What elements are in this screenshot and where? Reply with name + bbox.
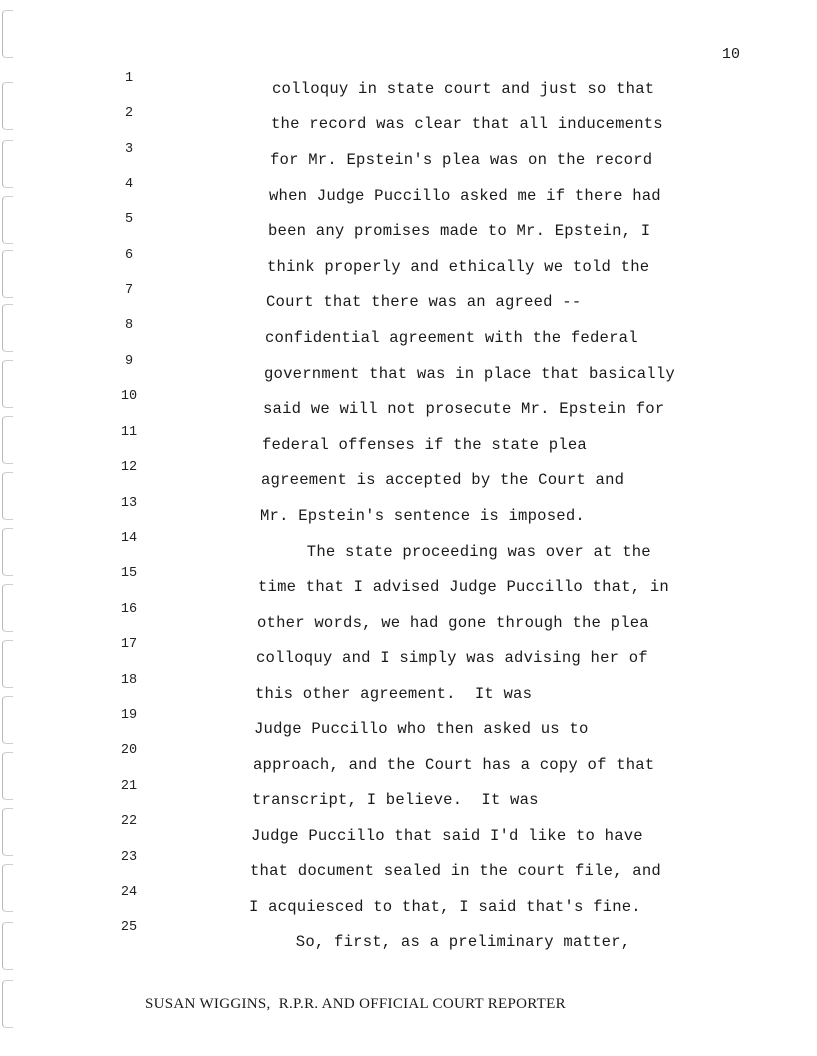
- line-number: 9: [124, 354, 134, 369]
- binding-edge-mark: [2, 416, 13, 464]
- line-text: colloquy and I simply was advising her of: [256, 649, 648, 667]
- binding-edge-mark: [2, 472, 13, 520]
- binding-edge-mark: [2, 304, 13, 352]
- line-text: colloquy in state court and just so that: [272, 80, 655, 98]
- line-text: I acquiesced to that, I said that's fine.: [249, 898, 641, 916]
- line-text: The state proceeding was over at the: [259, 543, 651, 561]
- page-number: 10: [722, 46, 741, 63]
- binding-edge-mark: [2, 82, 13, 130]
- line-text: been any promises made to Mr. Epstein, I: [268, 222, 651, 240]
- line-text: Court that there was an agreed --: [266, 293, 582, 311]
- line-text: when Judge Puccillo asked me if there had: [269, 187, 661, 205]
- line-number: 3: [124, 142, 134, 157]
- line-text: Judge Puccillo that said I'd like to have: [251, 827, 643, 845]
- line-text: transcript, I believe. It was: [252, 791, 539, 809]
- line-number: 22: [120, 814, 138, 829]
- line-number: 23: [120, 850, 138, 865]
- line-number: 24: [120, 885, 138, 900]
- line-text: the record was clear that all inducements: [271, 115, 663, 133]
- court-reporter-footer: SUSAN WIGGINS, R.P.R. AND OFFICIAL COURT REPORTER: [145, 996, 566, 1012]
- line-number: 4: [124, 177, 134, 192]
- line-number: 12: [120, 460, 138, 475]
- line-number: 15: [120, 566, 138, 581]
- line-text: federal offenses if the state plea: [262, 436, 587, 454]
- line-number: 10: [120, 389, 138, 404]
- line-text: Mr. Epstein's sentence is imposed.: [260, 507, 585, 525]
- line-number: 7: [124, 283, 134, 298]
- line-text: government that was in place that basically: [264, 365, 675, 383]
- line-number: 20: [120, 743, 138, 758]
- line-text: agreement is accepted by the Court and: [261, 471, 625, 489]
- line-text: this other agreement. It was: [255, 685, 533, 703]
- binding-edge-mark: [2, 640, 13, 688]
- line-text: Judge Puccillo who then asked us to: [254, 720, 589, 738]
- line-number: 21: [120, 779, 138, 794]
- binding-edge-mark: [2, 140, 13, 188]
- line-number: 11: [120, 425, 138, 440]
- line-text: time that I advised Judge Puccillo that, in: [258, 578, 669, 596]
- binding-edge-mark: [2, 864, 13, 912]
- binding-edge-mark: [2, 360, 13, 408]
- line-text: for Mr. Epstein's plea was on the record: [270, 151, 653, 169]
- line-text: that document sealed in the court file, and: [250, 862, 661, 880]
- binding-edge-mark: [2, 250, 13, 298]
- line-text: other words, we had gone through the plea: [257, 614, 649, 632]
- line-number: 14: [120, 531, 138, 546]
- line-number: 1: [124, 71, 134, 86]
- binding-edge-mark: [2, 528, 13, 576]
- line-text: approach, and the Court has a copy of that: [253, 756, 655, 774]
- binding-edge-mark: [2, 980, 13, 1028]
- line-number: 2: [124, 106, 134, 121]
- line-number: 25: [120, 920, 138, 935]
- binding-edge-mark: [2, 196, 13, 244]
- line-text: said we will not prosecute Mr. Epstein for: [263, 400, 665, 418]
- line-number: 13: [120, 496, 138, 511]
- line-number: 8: [124, 318, 134, 333]
- binding-edge-mark: [2, 808, 13, 856]
- binding-edge-mark: [2, 10, 13, 58]
- line-number: 6: [124, 248, 134, 263]
- line-number: 5: [124, 212, 134, 227]
- line-number: 18: [120, 673, 138, 688]
- line-number: 16: [120, 602, 138, 617]
- line-number: 17: [120, 637, 138, 652]
- binding-edge-mark: [2, 584, 13, 632]
- binding-edge-mark: [2, 922, 13, 970]
- binding-edge-mark: [2, 696, 13, 744]
- binding-edge-mark: [2, 752, 13, 800]
- line-text: confidential agreement with the federal: [265, 329, 638, 347]
- line-text: So, first, as a preliminary matter,: [248, 933, 631, 951]
- line-text: think properly and ethically we told the: [267, 258, 650, 276]
- line-number: 19: [120, 708, 138, 723]
